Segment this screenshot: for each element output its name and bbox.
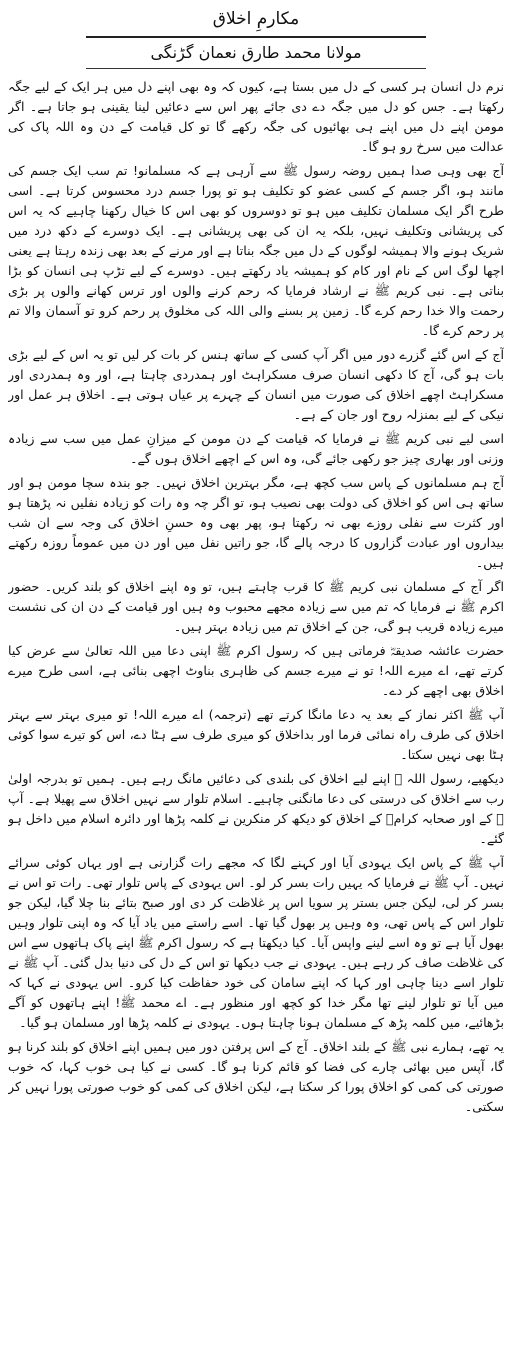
- paragraph: آپ ﷺ اکثر نماز کے بعد یہ دعا مانگا کرتے تھے (ترجمہ) اے میرے اللہ! تو میری بہتر سے بہتر اخلاق کی طرف راہ نمائی فرما اور بداخلاق کو میری طرف سے ہٹا دے، اس کو تیرے سوا کوئی ہٹا بھی نہیں سکتا۔: [8, 707, 504, 762]
- paragraph: دیکھیے، رسول اللہ ﷺ اپنے لیے اخلاق کی بلندی کی دعائیں مانگ رہے ہیں۔ ہمیں تو بدرجہ اولیٰ رب سے اخلاق کی درستی کی دعا مانگنی چاہیے۔ اسلام تلوار سے نہیں اخلاق سے پھیلا ہے۔ آپ ﷺ کے اور صحابہ کرامؓ کے اخلاق کو دیکھ کر منکرین نے کلمہ پڑھا اور دائرہ اسلام میں داخل ہو گئے۔: [8, 771, 504, 846]
- author-divider: [86, 68, 426, 69]
- article-title: مکارمِ اخلاق: [212, 9, 300, 29]
- paragraph: آج ہم مسلمانوں کے پاس سب کچھ ہے، مگر بہترین اخلاق نہیں۔ جو بندہ سچا مومن ہو اور ساتھ ہی اس کو اخلاق کی دولت بھی نصیب ہو، تو اگر چہ وہ رات کو زیادہ نفلیں نہ پڑھتا ہو اور کثرت سے نفلی روزے بھی نہ رکھتا ہو، پھر بھی وہ حسنِ اخلاق کی وجہ سے ان شب بیداروں اور عبادت گزاروں کا درجہ پالے گا، جو راتیں نفل میں اور دن میں عموماً روزہ رکھتے ہیں۔: [8, 475, 504, 570]
- article-body: [8, 77, 504, 1121]
- paragraph: یہ تھے، ہمارے نبی ﷺ کے بلند اخلاق۔ آج کے اس پرفتن دور میں ہمیں اپنے اخلاق کو بلند کرنا ہو گا، آپس میں بھائی چارے کی فضا کو قائم کرنا ہو گا۔ کسی نے کیا ہی خوب کہا، کہ خوب صورتی کی کمی کو اخلاق پورا کر سکتا ہے، لیکن اخلاق کی کمی کو خوب صورتی پورا نہیں کر سکتی۔: [8, 1039, 504, 1114]
- article-author: مولانا محمد طارق نعمان گڑنگی: [150, 43, 362, 62]
- paragraph: اسی لیے نبی کریم ﷺ نے فرمایا کہ قیامت کے دن مومن کے میزانِ عمل میں سب سے زیادہ وزنی اور بھاری چیز جو رکھی جائے گی، وہ اس کے اچھے اخلاق ہوں گے۔: [8, 431, 504, 466]
- paragraph: حضرت عائشہ صدیقہؓ فرماتی ہیں کہ رسول اکرم ﷺ اپنی دعا میں اللہ تعالیٰ سے عرض کیا کرتے تھے، اے میرے اللہ! تو نے میرے جسم کی ظاہری بناوٹ اچھی بنائی ہے، اسی طرح میرے اخلاق بھی اچھے کر دے۔: [8, 643, 504, 698]
- paragraph: آج بھی وہی صدا ہمیں روضہ رسول ﷺ سے آرہی ہے کہ مسلمانو! تم سب ایک جسم کی مانند ہو، اگر جسم کے کسی عضو کو تکلیف ہو تو پورا جسم درد محسوس کرتا ہے۔ اسی طرح اگر ایک مسلمان تکلیف میں ہو تو دوسروں کو بھی اس کا خیال رکھنا چاہیے کہ یہ اس کی پریشانی وتکلیف نہیں، بلکہ یہ ان کی بھی پریشانی ہے۔ ایک دوسرے کے دکھ درد میں شریک ہونے والا ہمیشہ لوگوں کے دل میں جگہ بناتا ہے اور مرنے کے بعد بھی زندہ رہتا ہے یعنی اچھا لوگ اس کے نام اور کام کو ہمیشہ یاد رکھتے ہیں۔ دوسرے کے لیے تڑپ ہی انسان کو بڑا بناتی ہے۔ نبی کریم ﷺ نے ارشاد فرمایا کہ رحم کرنے والوں اور ترس کھانے والوں پر بڑی رحمت والا خدا رحم کرے گا۔ زمین پر بسنے والی اللہ کی مخلوق پر رحم کرو تو آسمان والا تم پر رحم کرے گا۔: [8, 163, 504, 338]
- paragraph: نرم دل انسان ہر کسی کے دل میں بستا ہے، کیوں کہ وہ بھی اپنے دل میں ہر ایک کے لیے جگہ رکھتا ہے۔ جس کو دل میں جگہ دے دی جائے پھر اس سے دعائیں لینا یقینی ہو جاتا ہے۔ اگر مومن اپنے دل میں اپنے ہی بھائیوں کی جگہ رکھے گا تو کل قیامت کے دن وہ اللہ پاک کی عدالت میں سرخ رو ہو گا۔: [8, 79, 504, 154]
- title-divider: [86, 36, 426, 38]
- paragraph: آپ ﷺ کے پاس ایک یہودی آیا اور کہنے لگا کہ مجھے رات گزارنی ہے اور یہاں کوئی سرائے نہیں۔ آپ ﷺ نے فرمایا کہ یہیں رات بسر کر لو۔ اس یہودی کے پاس تلوار تھی۔ رات تو اس نے بسر کر لی، لیکن جس بستر پر سویا اس پر غلاظت کر دی اور صبح بتائے بنا چلا گیا، لیکن جو تلوار اس کے پاس تھی، وہ وہیں پر بھول گیا تھا۔ اسے راستے میں یاد آیا کہ وہ اپنی تلوار وہیں بھول آیا ہے تو وہ اسے لینے واپس آیا۔ کیا دیکھتا ہے کہ رسول اکرم ﷺ اپنے پاک ہاتھوں سے اس کی غلاظت صاف کر رہے ہیں۔ یہودی نے جب دیکھا تو اس کے دل کی دنیا بدل گئی۔ آپ ﷺ نے تلوار اسے دینا چاہی اور کہا کہ اپنے سامان کی خود حفاظت کیا کرو۔ اس یہودی نے کہا کہ میں آیا تو تلوار لینے تھا مگر خدا کو کچھ اور منظور ہے۔ اے محمد ﷺ! اپنے ہاتھوں کو آگے بڑھائیے، میں کلمہ پڑھ کے مسلمان ہونا چاہتا ہوں۔ یہودی نے کلمہ پڑھا اور مسلمان ہو گیا۔: [8, 855, 504, 1030]
- article-header: [8, 8, 504, 69]
- paragraph: اگر آج کے مسلمان نبی کریم ﷺ کا قرب چاہتے ہیں، تو وہ اپنے اخلاق کو بلند کریں۔ حضور اکرم ﷺ نے فرمایا کہ تم میں سے زیادہ مجھے محبوب وہ ہیں اور قیامت کے دن ان کی نشست میرے زیادہ قریب ہو گی، جن کے اخلاق تم میں زیادہ بہتر ہیں۔: [8, 579, 504, 634]
- paragraph: آج کے اس گئے گزرے دور میں اگر آپ کسی کے ساتھ ہنس کر بات کر لیں تو یہ اس کے لیے بڑی بات ہو گی، آج کا دکھی انسان صرف مسکراہٹ اور ہمدردی چاہتا ہے، اور وہ ہمدردی اور مسکراہٹ اچھے اخلاق کی صورت میں انسان کے چہرے پر عیاں ہوتی ہے۔ اخلاق ہر عمل اور نیکی کے لیے بمنزلہ روح اور جان کے ہے۔: [8, 347, 504, 422]
